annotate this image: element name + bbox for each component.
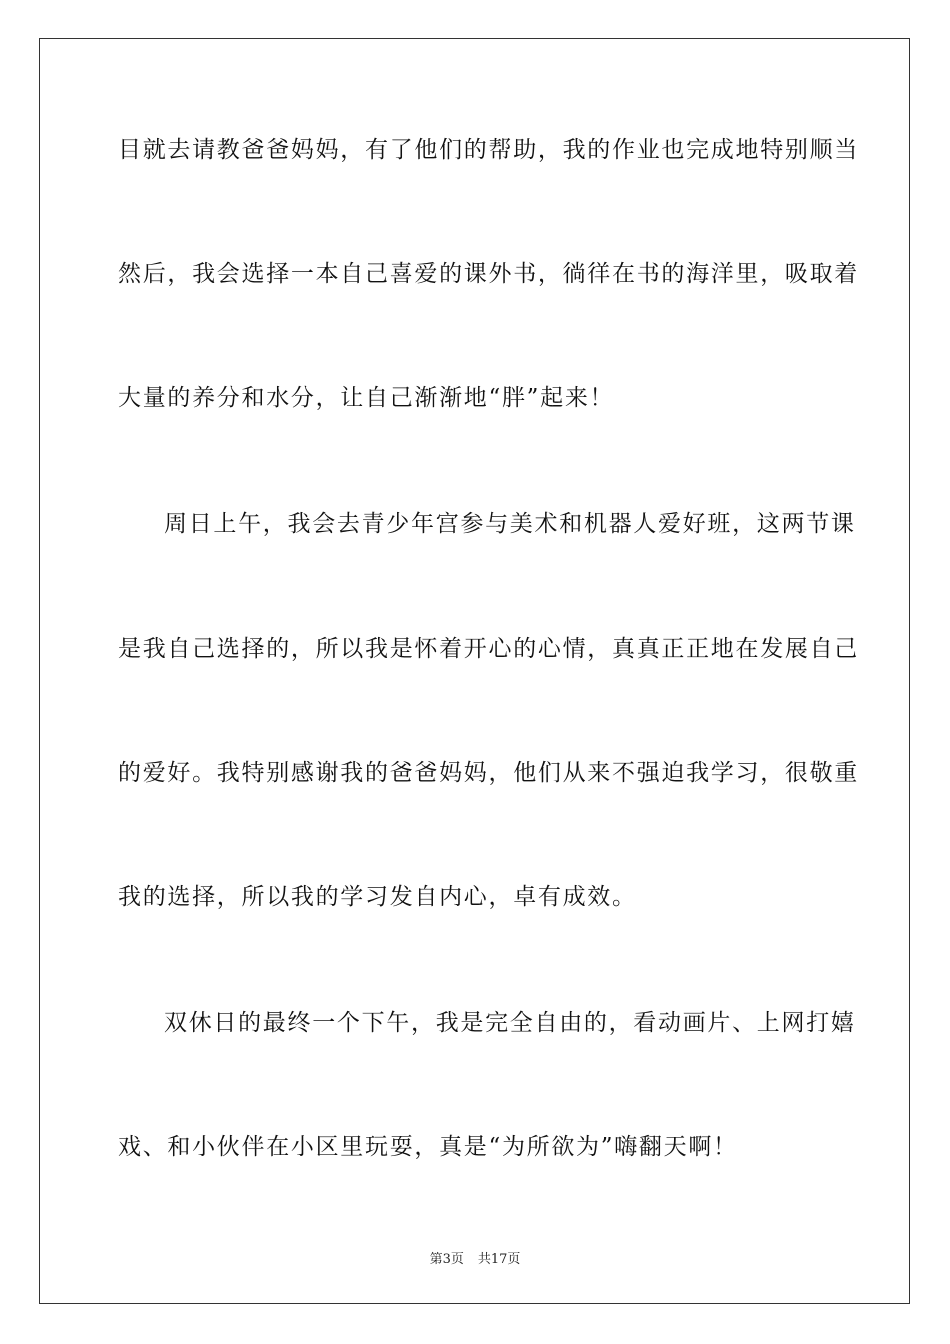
page-total: 共17页 [477, 1252, 521, 1267]
page-number: 第3页 [429, 1252, 464, 1267]
text-line: 目就去请教爸爸妈妈，有了他们的帮助，我的作业也完成地特别顺当 [118, 137, 859, 163]
paragraph-first-line: 周日上午，我会去青少年宫参与美术和机器人爱好班，这两节课 [164, 511, 856, 537]
text-line: 戏、和小伙伴在小区里玩耍，真是“为所欲为”嗨翻天啊！ [118, 1134, 738, 1160]
paragraph-first-line: 双休日的最终一个下午，我是完全自由的，看动画片、上网打嬉 [164, 1010, 856, 1036]
page-footer [0, 1248, 950, 1267]
text-line: 是我自己选择的，所以我是怀着开心的心情，真真正正地在发展自己 [118, 636, 859, 662]
text-line: 大量的养分和水分，让自己渐渐地“胖”起来！ [118, 385, 615, 411]
text-line: 我的选择，所以我的学习发自内心，卓有成效。 [118, 884, 637, 910]
text-line: 然后，我会选择一本自己喜爱的课外书，徜徉在书的海洋里，吸取着 [118, 261, 859, 287]
text-line: 的爱好。我特别感谢我的爸爸妈妈，他们从来不强迫我学习，很敬重 [118, 760, 859, 786]
page-border [39, 38, 910, 1304]
